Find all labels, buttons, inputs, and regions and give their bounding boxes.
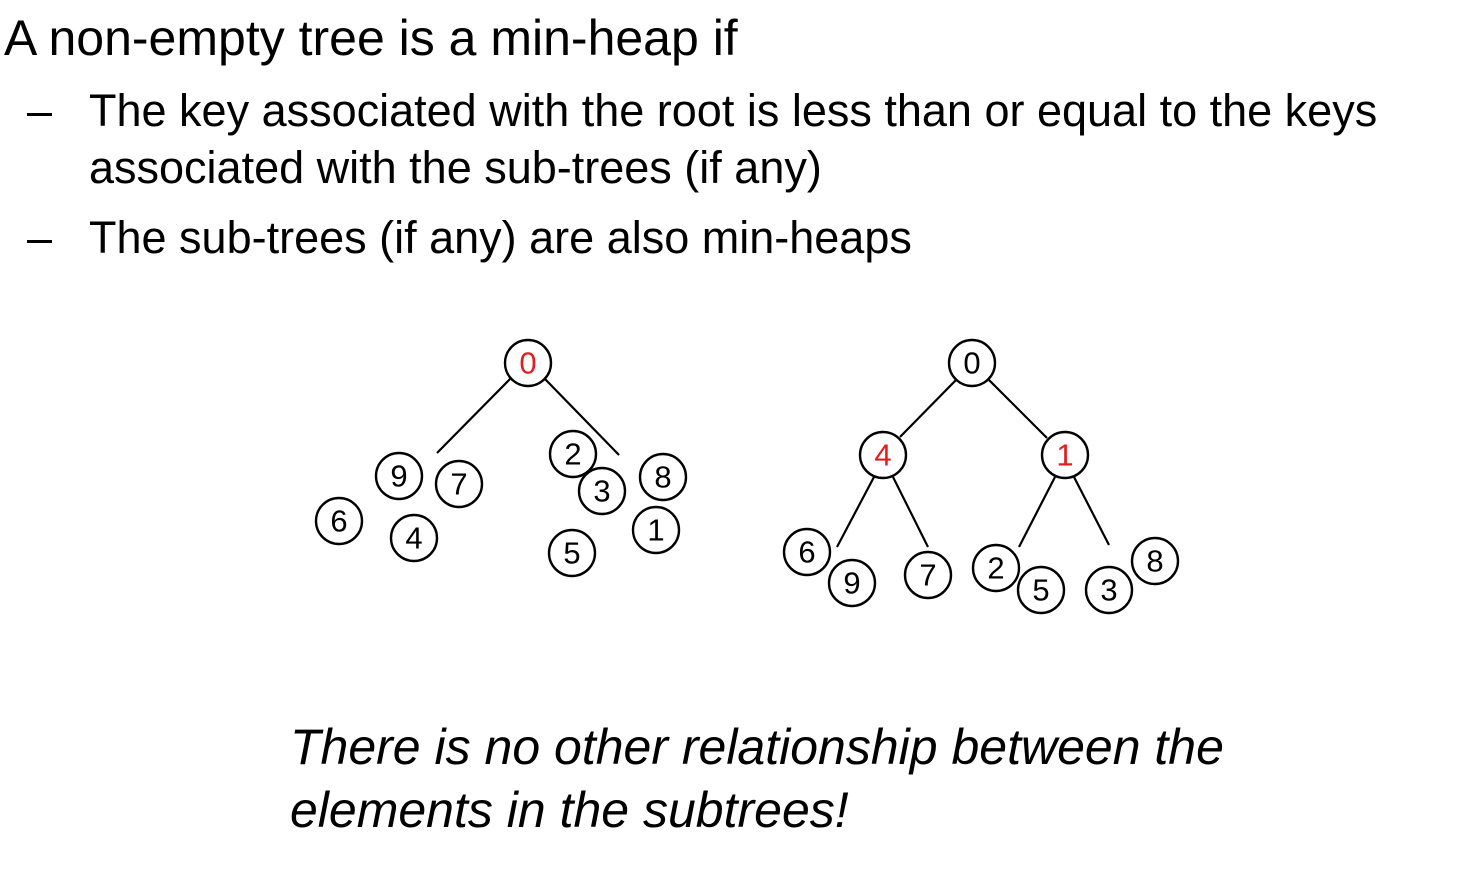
node-label: 4: [405, 520, 423, 556]
heap-node: [1086, 567, 1132, 613]
heap-node: [640, 454, 686, 500]
heap-node: [1018, 567, 1064, 613]
heap-node: [579, 468, 625, 514]
heap-node: [633, 507, 679, 553]
heap-node: [436, 461, 482, 507]
tree-edge: [893, 477, 928, 547]
note-line: There is no other relationship between the: [290, 719, 1224, 775]
heap-node-root: [949, 340, 995, 386]
tree-edge: [989, 380, 1047, 438]
heap-node: [550, 431, 596, 477]
heap-node: [784, 529, 830, 575]
node-label: 7: [450, 466, 468, 502]
node-label: 3: [1100, 572, 1118, 608]
heap-node: [829, 560, 875, 606]
heap-node-child-left: [860, 432, 906, 478]
tree-edge: [900, 380, 956, 437]
bullet-text-line: The key associated with the root is less than or equal to the keys: [89, 85, 1378, 136]
heap-node: [1132, 538, 1178, 584]
heap-node: [316, 498, 362, 544]
tree-edge: [437, 378, 511, 453]
node-label: 9: [843, 565, 861, 601]
node-label: 6: [330, 503, 348, 539]
heap-node: [391, 515, 437, 561]
slide-title: A non-empty tree is a min-heap if: [4, 10, 738, 66]
tree-edge: [1074, 477, 1109, 545]
node-label: 7: [919, 557, 937, 593]
node-label: 6: [798, 534, 816, 570]
bullet-dash: –: [27, 85, 53, 136]
right-heap-diagram: [784, 340, 1178, 613]
node-label: 9: [390, 458, 408, 494]
node-label: 5: [1032, 572, 1050, 608]
node-label: 0: [963, 345, 981, 381]
bullet-dash: –: [27, 212, 53, 263]
bullet-text-line: associated with the sub-trees (if any): [89, 142, 822, 193]
node-label: 0: [519, 345, 537, 381]
heap-node: [376, 453, 422, 499]
node-label: 5: [563, 535, 581, 571]
node-label: 2: [564, 436, 582, 472]
tree-edge: [1019, 477, 1055, 547]
node-label: 1: [1056, 437, 1074, 473]
node-label: 2: [987, 550, 1005, 586]
bullet-text-line: The sub-trees (if any) are also min-heaps: [89, 212, 912, 263]
heap-node: [549, 530, 595, 576]
node-label: 8: [1146, 543, 1164, 579]
heap-node: [905, 552, 951, 598]
heap-node: [973, 545, 1019, 591]
node-label: 4: [874, 437, 892, 473]
tree-edge: [837, 477, 874, 547]
node-label: 3: [593, 473, 611, 509]
note-line: elements in the subtrees!: [290, 782, 849, 838]
heap-node-child-right: [1042, 432, 1088, 478]
left-heap-diagram: [316, 340, 686, 576]
italic-note: [290, 716, 1224, 842]
heap-node-root: [505, 340, 551, 386]
node-label: 1: [647, 512, 665, 548]
node-label: 8: [654, 459, 672, 495]
